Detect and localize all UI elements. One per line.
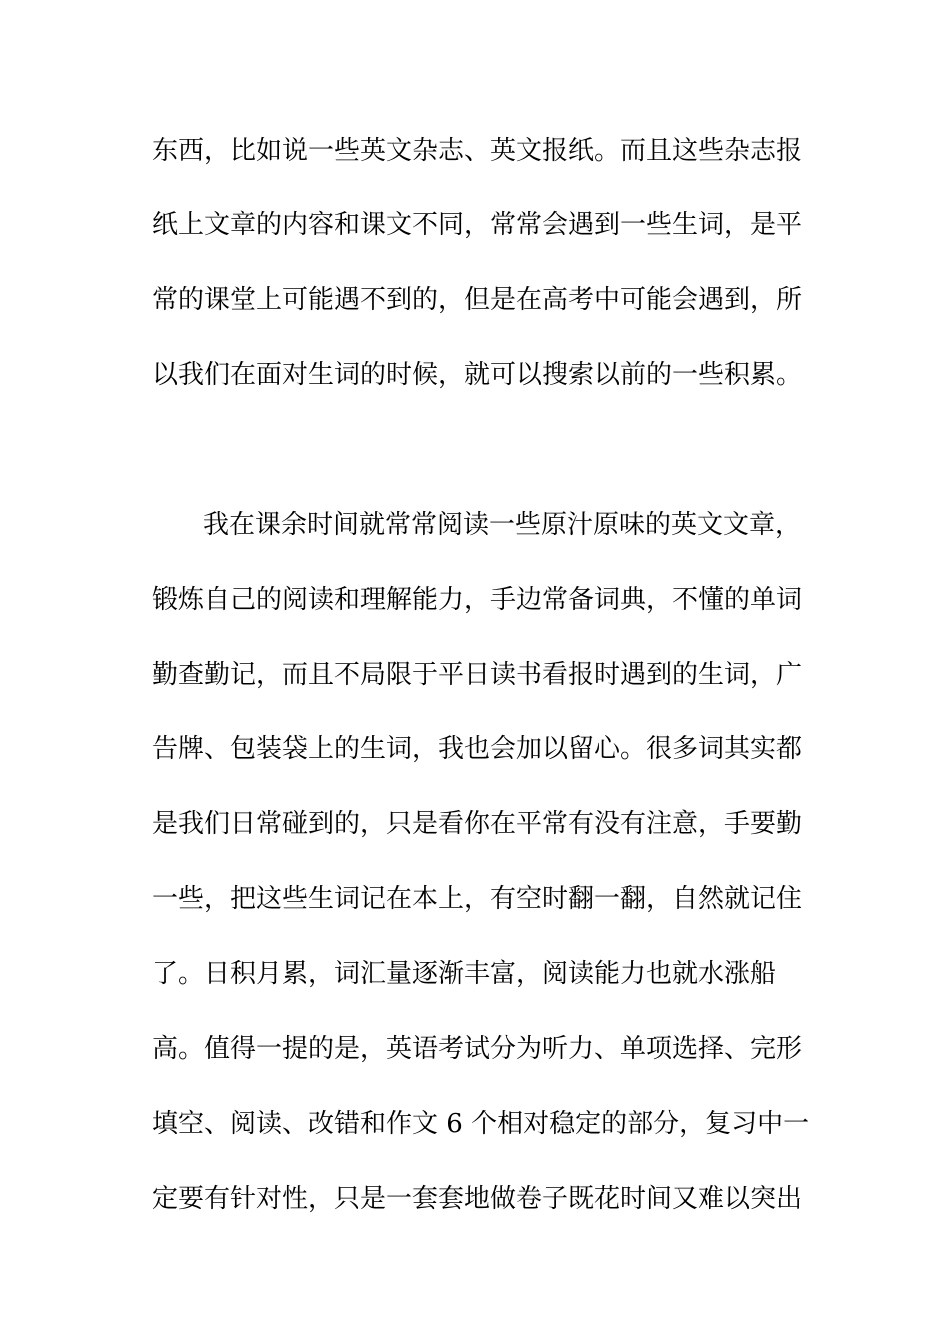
text-line-indented: 我在课余时间就常常阅读一些原汁原味的英文文章， xyxy=(203,510,802,540)
text-line: 以我们在面对生词的时候，就可以搜索以前的一些积累。 xyxy=(152,360,803,390)
text-line: 告牌、包装袋上的生词，我也会加以留心。很多词其实都 xyxy=(152,734,803,764)
text-line: 东西，比如说一些英文杂志、英文报纸。而且这些杂志报 xyxy=(152,136,803,166)
text-line: 一些，把这些生词记在本上，有空时翻一翻，自然就记住 xyxy=(152,884,803,914)
text-line: 定要有针对性，只是一套套地做卷子既花时间又难以突出 xyxy=(152,1184,803,1214)
text-line: 纸上文章的内容和课文不同，常常会遇到一些生词，是平 xyxy=(152,210,803,240)
text-line: 是我们日常碰到的，只是看你在平常有没有注意，手要勤 xyxy=(152,809,803,839)
text-line: 了。日积月累，词汇量逐渐丰富，阅读能力也就水涨船 xyxy=(152,959,777,989)
text-line: 填空、阅读、改错和作文 6 个相对稳定的部分，复习中一 xyxy=(152,1109,810,1139)
text-line: 高。值得一提的是，英语考试分为听力、单项选择、完形 xyxy=(152,1034,803,1064)
text-line: 锻炼自己的阅读和理解能力，手边常备词典，不懂的单词 xyxy=(152,585,803,615)
text-line: 勤查勤记，而且不局限于平日读书看报时遇到的生词，广 xyxy=(152,660,803,690)
text-line: 常的课堂上可能遇不到的，但是在高考中可能会遇到，所 xyxy=(152,285,803,315)
